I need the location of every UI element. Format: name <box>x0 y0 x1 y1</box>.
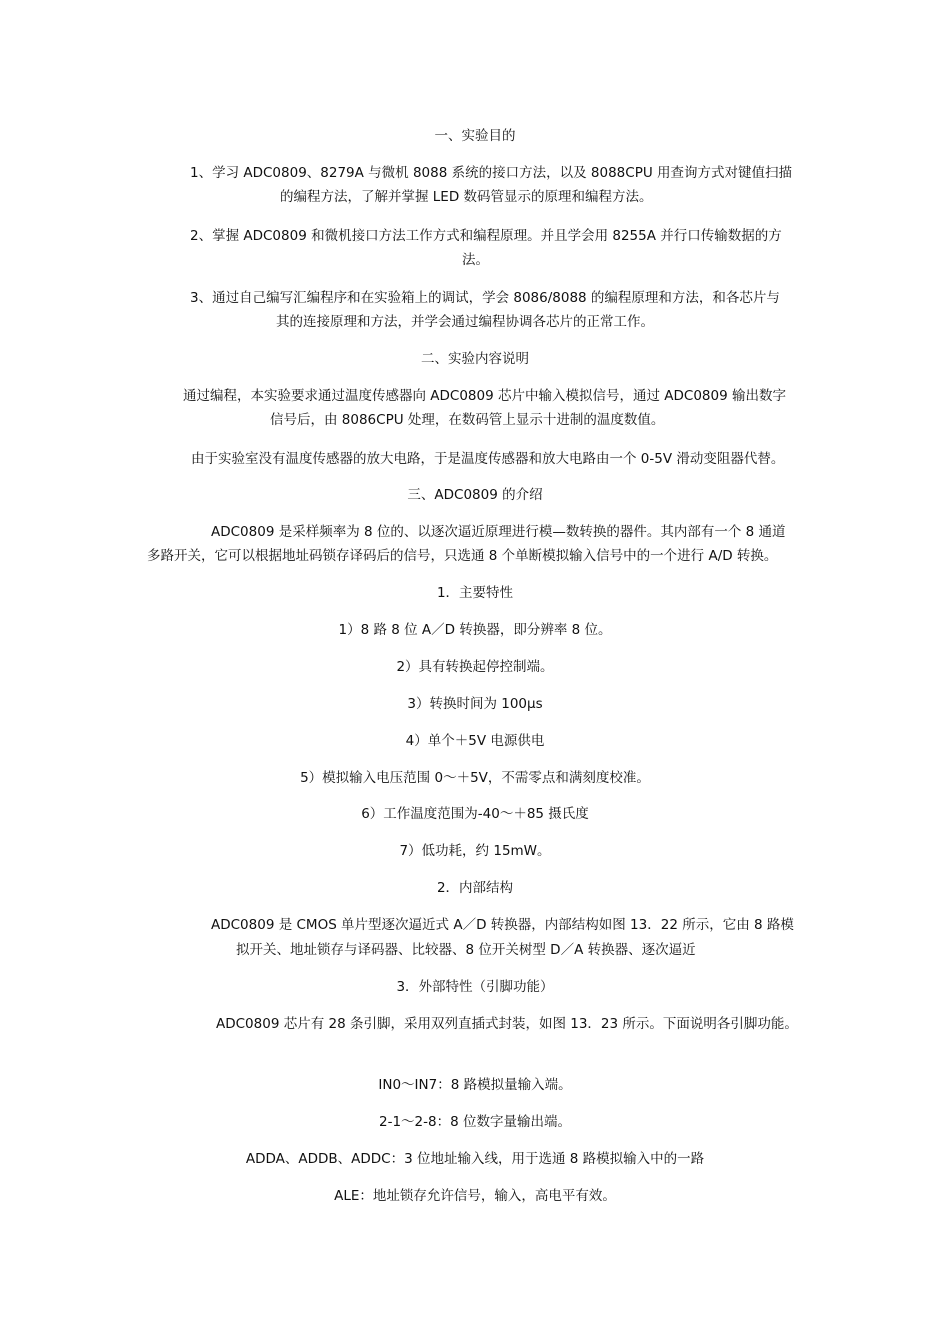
section-heading-content: 二、实验内容说明 <box>421 351 529 367</box>
pin-description: IN0～IN7：8 路模拟量输入端。 <box>378 1077 572 1093</box>
paragraph-line: 3、通过自己编写汇编程序和在实验箱上的调试，学会 8086/8088 的编程原理和方法，和各芯片与 <box>190 290 780 306</box>
paragraph-line: ADC0809 是 CMOS 单片型逐次逼近式 A／D 转换器，内部结构如图 13．22 所示，它由 8 路模 <box>211 917 794 933</box>
list-item: 5）模拟输入电压范围 0～＋5V，不需零点和满刻度校准。 <box>300 770 650 786</box>
paragraph-line: 1、学习 ADC0809、8279A 与微机 8088 系统的接口方法，以及 8088CPU 用查询方式对键值扫描 <box>190 165 793 181</box>
paragraph-line: 法。 <box>462 252 489 268</box>
paragraph-line: 通过编程，本实验要求通过温度传感器向 ADC0809 芯片中输入模拟信号，通过 ADC0809 输出数字 <box>183 388 786 404</box>
subheading-pins: 3．外部特性（引脚功能） <box>396 979 554 995</box>
subheading-structure: 2．内部结构 <box>436 880 514 896</box>
list-item: 4）单个＋5V 电源供电 <box>405 733 545 749</box>
subheading-features: 1．主要特性 <box>436 585 514 601</box>
section-heading-purpose: 一、实验目的 <box>434 128 516 144</box>
list-item: 2）具有转换起停控制端。 <box>396 659 554 675</box>
paragraph-line: 其的连接原理和方法，并学会通过编程协调各芯片的正常工作。 <box>276 314 654 330</box>
section-heading-adc0809: 三、ADC0809 的介绍 <box>407 487 543 503</box>
paragraph-line: 拟开关、地址锁存与译码器、比较器、8 位开关树型 D／A 转换器、逐次逼近 <box>236 942 696 958</box>
paragraph-line: ADC0809 是采样频率为 8 位的、以逐次逼近原理进行模—数转换的器件。其内部有一个 8 通道 <box>211 524 786 540</box>
pin-description: 2-1～2-8：8 位数字量输出端。 <box>379 1114 571 1130</box>
pin-description: ADDA、ADDB、ADDC：3 位地址输入线，用于选通 8 路模拟输入中的一路 <box>245 1151 705 1167</box>
paragraph-line: 信号后，由 8086CPU 处理，在数码管上显示十进制的温度数值。 <box>270 412 665 428</box>
paragraph-line: 的编程方法，了解并掌握 LED 数码管显示的原理和编程方法。 <box>280 189 653 205</box>
paragraph-line: ADC0809 芯片有 28 条引脚，采用双列直插式封装，如图 13．23 所示。下面说明各引脚功能。 <box>216 1016 798 1032</box>
list-item: 6）工作温度范围为-40～＋85 摄氏度 <box>361 806 589 822</box>
paragraph-line: 多路开关，它可以根据地址码锁存译码后的信号，只选通 8 个单断模拟输入信号中的一个进行 A/D 转换。 <box>147 548 778 564</box>
list-item: 3）转换时间为 100μs <box>407 696 543 712</box>
pin-description: ALE：地址锁存允许信号，输入，高电平有效。 <box>334 1188 616 1204</box>
paragraph-line: 2、掌握 ADC0809 和微机接口方法工作方式和编程原理。并且学会用 8255A 并行口传输数据的方 <box>190 228 782 244</box>
paragraph-line: 由于实验室没有温度传感器的放大电路，于是温度传感器和放大电路由一个 0-5V 滑动变阻器代替。 <box>191 451 785 467</box>
list-item: 7）低功耗，约 15mW。 <box>399 843 551 859</box>
list-item: 1）8 路 8 位 A／D 转换器，即分辨率 8 位。 <box>338 622 612 638</box>
